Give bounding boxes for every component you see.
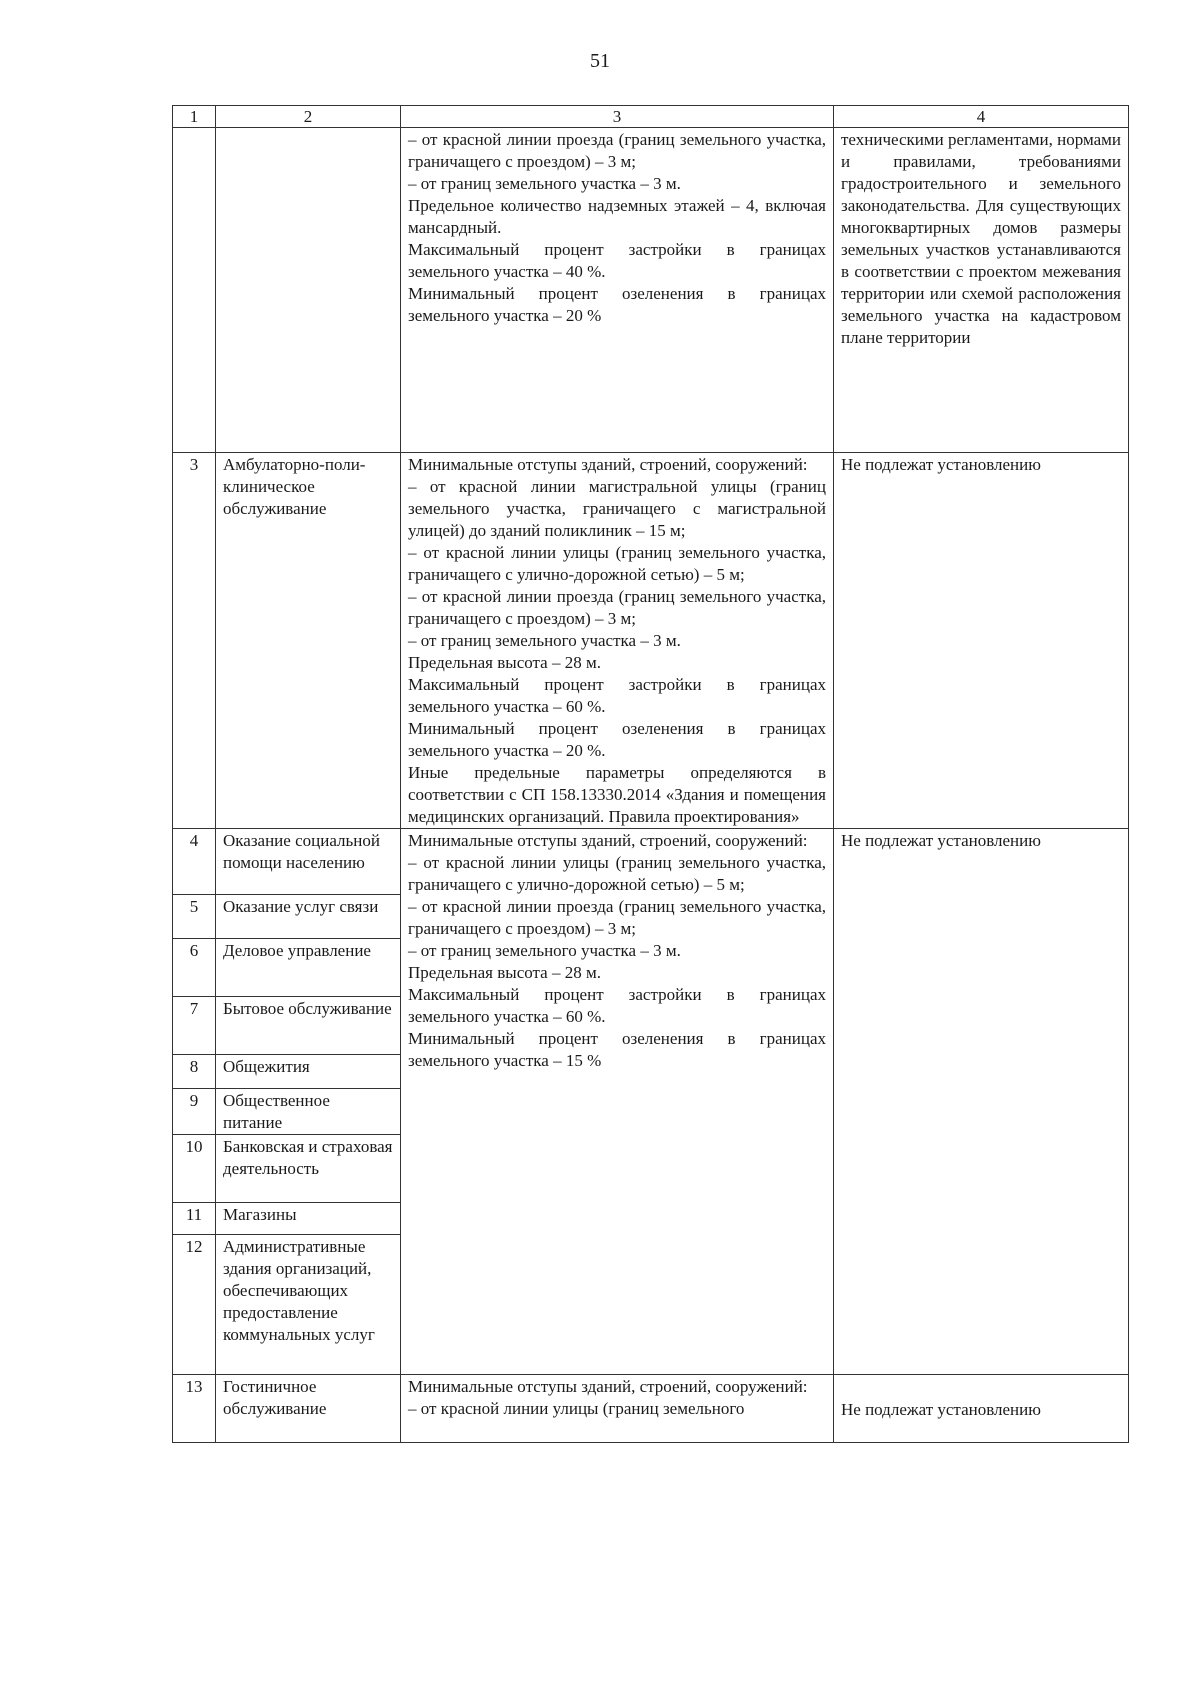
parameter-text: – от красной линии улицы (границ земельного: [408, 1399, 745, 1418]
use-name-cell: Деловое управление: [216, 939, 401, 997]
parameter-text: – от границ земельного участка – 3 м.: [408, 174, 681, 193]
parameter-text: Максимальный процент застройки в границах земельного участка – 60 %.: [408, 675, 826, 716]
page-number: 51: [590, 50, 610, 72]
parameter-text: Минимальный процент озеленения в границах земельного участка – 20 %: [408, 284, 826, 325]
parameter-text: Предельная высота – 28 м.: [408, 963, 601, 982]
parameter-text: Иные предельные параметры определяются в соответствии с СП 158.13330.2014 «Здания и помещения медицинских организаций. Правила проектирования»: [408, 763, 826, 826]
row-number-cell: 4: [173, 829, 216, 895]
parameters-cell: [401, 128, 834, 453]
table-header-row: [173, 106, 1129, 128]
row-number-cell: 7: [173, 997, 216, 1055]
parameter-text: Минимальные отступы зданий, строений, сооружений:: [408, 1377, 808, 1396]
parameter-text: Предельная высота – 28 м.: [408, 653, 601, 672]
use-name-cell: Бытовое обслуживание: [216, 997, 401, 1055]
parameters-cell: [401, 829, 834, 1375]
parameter-text: Предельное количество надземных этажей – 4, включая мансардный.: [408, 196, 826, 237]
parameter-text: – от красной линии проезда (границ земельного участка, граничащего с проездом) – 3 м;: [408, 587, 826, 628]
use-name-cell: Амбулаторно-поли-клиническое обслуживание: [216, 453, 401, 829]
use-name-cell: Административные здания организаций, обеспечивающих предоставление коммунальных услуг: [216, 1235, 401, 1375]
row-number-cell: 13: [173, 1375, 216, 1443]
table-row: [173, 829, 1129, 895]
row-number-cell: 6: [173, 939, 216, 997]
use-name-cell: Оказание услуг связи: [216, 895, 401, 939]
row-number-cell: 8: [173, 1055, 216, 1089]
header-cell: 4: [834, 106, 1129, 128]
header-cell: 3: [401, 106, 834, 128]
use-name-cell: Банковская и страховая деятельность: [216, 1135, 401, 1203]
parameter-text: – от красной линии проезда (границ земельного участка, граничащего с проездом) – 3 м;: [408, 130, 826, 171]
parameter-text: Минимальные отступы зданий, строений, сооружений:: [408, 455, 808, 474]
parameter-text: – от границ земельного участка – 3 м.: [408, 631, 681, 650]
table-row-continued: [173, 128, 1129, 453]
restrictions-cell: Не подлежат установлению: [834, 829, 1129, 1375]
parameter-text: Максимальный процент застройки в границах земельного участка – 60 %.: [408, 985, 826, 1026]
use-name-cell: Оказание социальной помощи населению: [216, 829, 401, 895]
use-name-cell: Гостиничное обслуживание: [216, 1375, 401, 1443]
use-name-cell: Магазины: [216, 1203, 401, 1235]
regulations-table: [172, 105, 1129, 1443]
parameter-text: – от красной линии улицы (границ земельного участка, граничащего с улично-дорожной сетью) – 5 м;: [408, 853, 826, 894]
row-number-cell: 10: [173, 1135, 216, 1203]
header-cell: 2: [216, 106, 401, 128]
parameter-text: – от границ земельного участка – 3 м.: [408, 941, 681, 960]
parameter-text: Минимальный процент озеленения в границах земельного участка – 20 %.: [408, 719, 826, 760]
parameter-text: Минимальный процент озеленения в границах земельного участка – 15 %: [408, 1029, 826, 1070]
table-row: [173, 1375, 1129, 1443]
restrictions-cell: техническими регламентами, нормами и правилами, требованиями градостроительного и земельного законодательства. Для существующих многоквартирных домов размеры земельных участков устанавливаются в соответствии с проектом межевания территории или схемой расположения земельного участка на кадастровом плане территории: [834, 128, 1129, 453]
parameter-text: – от красной линии проезда (границ земельного участка, граничащего с проездом) – 3 м;: [408, 897, 826, 938]
header-cell: 1: [173, 106, 216, 128]
parameter-text: – от красной линии улицы (границ земельного участка, граничащего с улично-дорожной сетью) – 5 м;: [408, 543, 826, 584]
table-row: [173, 453, 1129, 829]
restrictions-cell: Не подлежат установлению: [834, 453, 1129, 829]
row-number-cell: 9: [173, 1089, 216, 1135]
restrictions-cell: Не подлежат установлению: [834, 1375, 1129, 1443]
row-number-cell: 5: [173, 895, 216, 939]
parameters-cell: [401, 453, 834, 829]
parameter-text: – от красной линии магистральной улицы (границ земельного участка, граничащего с магистральной улицей) до зданий поликлиник – 15 м;: [408, 477, 826, 540]
row-number-cell: 11: [173, 1203, 216, 1235]
row-number-cell: 12: [173, 1235, 216, 1375]
parameter-text: Максимальный процент застройки в границах земельного участка – 40 %.: [408, 240, 826, 281]
use-name-cell: Общественное питание: [216, 1089, 401, 1135]
parameter-text: Минимальные отступы зданий, строений, сооружений:: [408, 831, 808, 850]
parameters-cell: [401, 1375, 834, 1443]
row-number-cell: [173, 128, 216, 453]
row-number-cell: 3: [173, 453, 216, 829]
use-name-cell: [216, 128, 401, 453]
use-name-cell: Общежития: [216, 1055, 401, 1089]
